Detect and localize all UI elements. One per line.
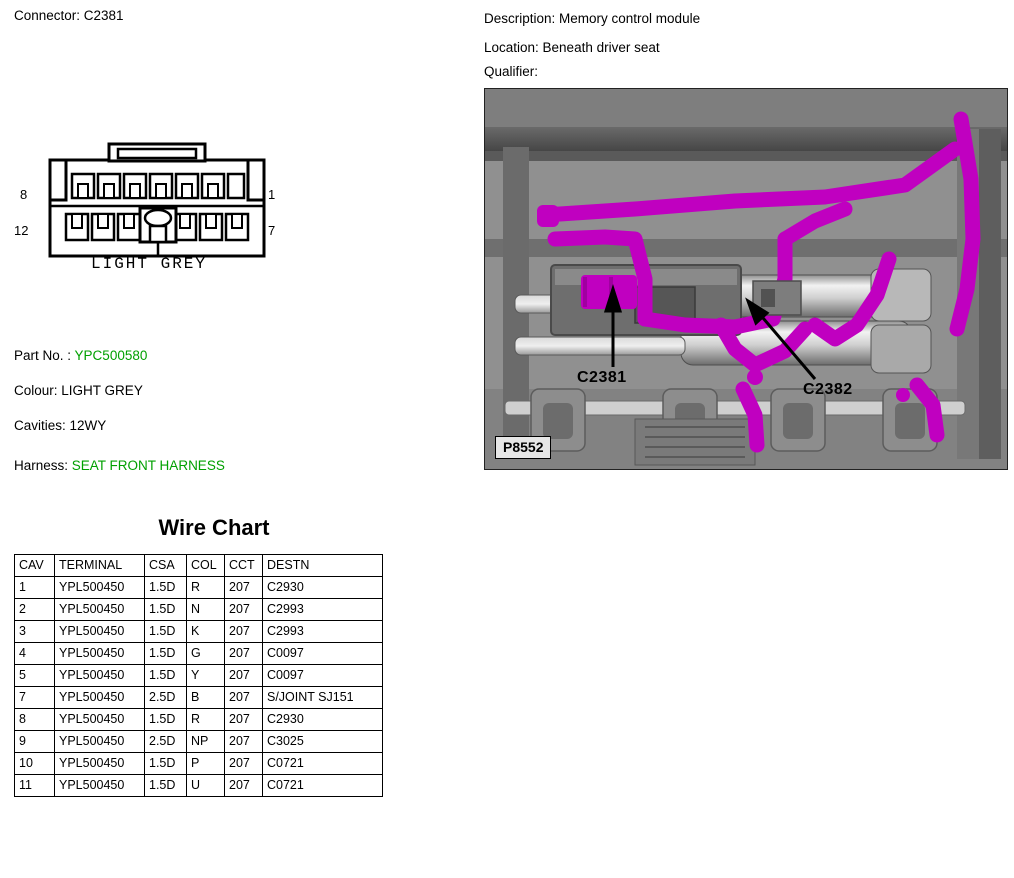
cell-col: N xyxy=(187,599,225,621)
photo-callout-c2382: C2382 xyxy=(803,381,853,398)
cell-destn: C0721 xyxy=(263,753,383,775)
column-header-csa: CSA xyxy=(145,555,187,577)
part-number-value: YPC500580 xyxy=(74,348,148,363)
harness-value: SEAT FRONT HARNESS xyxy=(71,458,225,473)
table-row xyxy=(15,577,383,599)
cell-csa: 2.5D xyxy=(145,687,187,709)
cell-cav: 5 xyxy=(15,665,55,687)
qualifier-text: Qualifier: xyxy=(484,64,539,79)
table-row xyxy=(15,621,383,643)
cell-csa: 1.5D xyxy=(145,775,187,797)
cell-cct: 207 xyxy=(225,621,263,643)
cell-csa: 1.5D xyxy=(145,665,187,687)
cell-destn: C0097 xyxy=(263,665,383,687)
cell-destn: C2930 xyxy=(263,577,383,599)
cell-col: NP xyxy=(187,731,225,753)
wire-chart-table xyxy=(14,554,383,797)
cell-destn: C0097 xyxy=(263,643,383,665)
table-row xyxy=(15,709,383,731)
cell-terminal: YPL500450 xyxy=(55,709,145,731)
table-row xyxy=(15,687,383,709)
wire-chart-body xyxy=(15,577,383,797)
cell-terminal: YPL500450 xyxy=(55,599,145,621)
part-number-label: Part No. : xyxy=(14,348,72,363)
location-text: Location: Beneath driver seat xyxy=(484,40,660,55)
cell-destn: C3025 xyxy=(263,731,383,753)
pin-number-top-left: 8 xyxy=(20,187,28,202)
photo-callout-c2381: C2381 xyxy=(577,369,627,386)
cell-terminal: YPL500450 xyxy=(55,687,145,709)
cell-col: U xyxy=(187,775,225,797)
cell-cct: 207 xyxy=(225,775,263,797)
cell-cav: 9 xyxy=(15,731,55,753)
cell-destn: C0721 xyxy=(263,775,383,797)
cell-cct: 207 xyxy=(225,687,263,709)
connector-label: Connector: C2381 xyxy=(14,8,124,23)
table-header-row xyxy=(15,555,383,577)
wire-chart-title: Wire Chart xyxy=(158,515,270,540)
cell-cav: 10 xyxy=(15,753,55,775)
component-location-photo xyxy=(484,88,1008,470)
table-row xyxy=(15,731,383,753)
cavities-label: Cavities: xyxy=(14,418,66,433)
cell-destn: C2993 xyxy=(263,599,383,621)
cell-destn: S/JOINT SJ151 xyxy=(263,687,383,709)
cell-cct: 207 xyxy=(225,709,263,731)
harness-label: Harness: xyxy=(14,458,69,473)
cell-col: R xyxy=(187,709,225,731)
table-row xyxy=(15,643,383,665)
pin-number-bottom-left: 12 xyxy=(14,223,29,238)
table-row xyxy=(15,599,383,621)
cell-col: P xyxy=(187,753,225,775)
cell-cav: 1 xyxy=(15,577,55,599)
cell-cav: 3 xyxy=(15,621,55,643)
cell-terminal: YPL500450 xyxy=(55,621,145,643)
table-row xyxy=(15,665,383,687)
cell-terminal: YPL500450 xyxy=(55,577,145,599)
connector-colour-caption: LIGHT GREY xyxy=(90,255,207,273)
cell-cct: 207 xyxy=(225,665,263,687)
column-header-cav: CAV xyxy=(15,555,55,577)
photo-illustration xyxy=(485,89,1007,469)
cell-csa: 1.5D xyxy=(145,709,187,731)
cell-csa: 1.5D xyxy=(145,621,187,643)
cell-terminal: YPL500450 xyxy=(55,643,145,665)
colour-value: LIGHT GREY xyxy=(61,383,143,398)
cell-col: Y xyxy=(187,665,225,687)
column-header-terminal: TERMINAL xyxy=(55,555,145,577)
cell-destn: C2930 xyxy=(263,709,383,731)
column-header-col: COL xyxy=(187,555,225,577)
cell-col: G xyxy=(187,643,225,665)
cell-col: B xyxy=(187,687,225,709)
pin-number-top-right: 1 xyxy=(268,187,276,202)
column-header-cct: CCT xyxy=(225,555,263,577)
cell-col: R xyxy=(187,577,225,599)
cell-cct: 207 xyxy=(225,577,263,599)
connector-svg xyxy=(14,130,294,300)
pin-number-bottom-right: 7 xyxy=(268,223,276,238)
colour-row xyxy=(14,383,143,398)
wire-chart-table-wrapper xyxy=(14,554,383,797)
cell-destn: C2993 xyxy=(263,621,383,643)
harness-row xyxy=(14,458,225,473)
cell-terminal: YPL500450 xyxy=(55,731,145,753)
cell-csa: 1.5D xyxy=(145,643,187,665)
photo-id-badge: P8552 xyxy=(495,436,551,459)
cell-cav: 4 xyxy=(15,643,55,665)
cell-cav: 2 xyxy=(15,599,55,621)
cell-cct: 207 xyxy=(225,731,263,753)
cell-cct: 207 xyxy=(225,753,263,775)
cell-terminal: YPL500450 xyxy=(55,775,145,797)
colour-label: Colour: xyxy=(14,383,58,398)
column-header-destn: DESTN xyxy=(263,555,383,577)
cell-col: K xyxy=(187,621,225,643)
table-row xyxy=(15,753,383,775)
connector-diagram xyxy=(14,130,294,300)
cell-cct: 207 xyxy=(225,643,263,665)
table-row xyxy=(15,775,383,797)
cell-cav: 7 xyxy=(15,687,55,709)
cell-cct: 207 xyxy=(225,599,263,621)
description-text: Description: Memory control module xyxy=(484,11,701,26)
cell-terminal: YPL500450 xyxy=(55,753,145,775)
cell-csa: 1.5D xyxy=(145,577,187,599)
cell-terminal: YPL500450 xyxy=(55,665,145,687)
cell-csa: 1.5D xyxy=(145,753,187,775)
cell-cav: 8 xyxy=(15,709,55,731)
part-number-row xyxy=(14,348,147,363)
cell-cav: 11 xyxy=(15,775,55,797)
cavities-row xyxy=(14,418,106,433)
cell-csa: 1.5D xyxy=(145,599,187,621)
cell-csa: 2.5D xyxy=(145,731,187,753)
cavities-value: 12WY xyxy=(69,418,107,433)
